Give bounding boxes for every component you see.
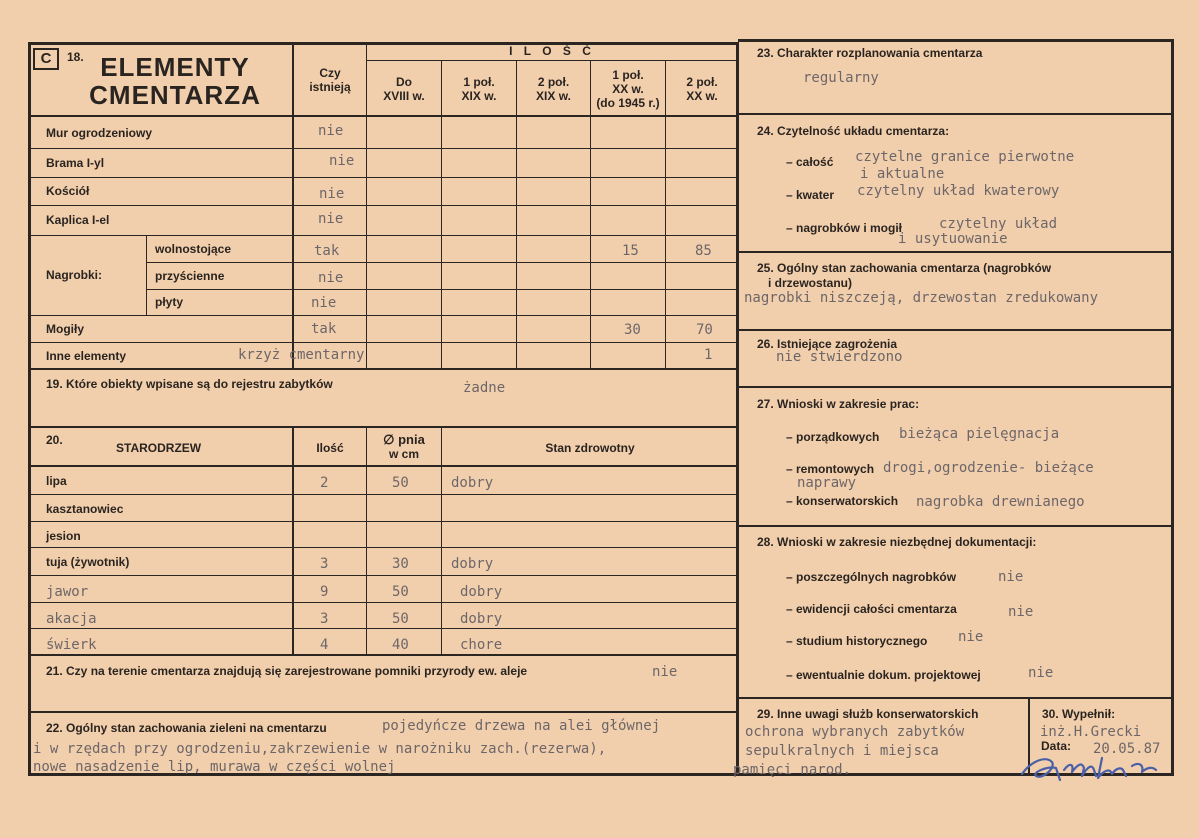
period-header-2: 1 poł. XIX w.	[461, 75, 497, 103]
s22-label: 22. Ogólny stan zachowania zieleni na cmentarzu	[46, 721, 327, 735]
period-header-5: 2 poł. XX w.	[686, 75, 718, 103]
s30-date-label: Data:	[1041, 739, 1072, 753]
s21-label: 21. Czy na terenie cmentarza znajdują się zarejestrowane pomniki przyrody ew. aleje	[46, 664, 528, 678]
signature-image	[1012, 740, 1162, 784]
s28-item-value-4[interactable]: nie	[1028, 665, 1054, 681]
s27-remont-label: – remontowych	[786, 462, 875, 476]
tree-health[interactable]: dobry	[451, 556, 494, 572]
s29-line1[interactable]: ochrona wybranych zabytków	[745, 724, 965, 740]
s24-calosc-value1[interactable]: czytelne granice pierwotne	[855, 149, 1075, 165]
tree-diam[interactable]: 40	[392, 637, 409, 653]
s23-value[interactable]: regularny	[803, 70, 879, 86]
row-label-mogily: Mogiły	[46, 322, 84, 336]
s25-value[interactable]: nagrobki niszczeją, drzewostan zredukowany	[744, 290, 1099, 306]
s28-item-label-4: – ewentualnie dokum. projektowej	[786, 668, 981, 682]
s18-number: 18.	[67, 50, 84, 64]
inne-p5-value[interactable]: 1	[704, 347, 713, 363]
s22-line1[interactable]: pojedyńcze drzewa na alei głównej	[382, 718, 661, 734]
tree-name[interactable]: jawor	[46, 584, 89, 600]
tree-name: kasztanowiec	[46, 502, 124, 516]
tree-diam[interactable]: 50	[392, 611, 409, 627]
row-label-przyscienne: przyścienne	[155, 269, 225, 283]
s27-porz-label: – porządkowych	[786, 430, 880, 444]
row-label-wolnostojace: wolnostojące	[155, 242, 232, 256]
tree-qty[interactable]: 4	[320, 637, 329, 653]
przyscienne-exists-value[interactable]: nie	[318, 270, 344, 286]
brama-exists-value[interactable]: nie	[329, 153, 355, 169]
tree-diam[interactable]: 50	[392, 584, 409, 600]
s24-calosc-label: – całość	[786, 155, 834, 169]
row-label-kosciol: Kościół	[46, 184, 90, 198]
plyty-exists-value[interactable]: nie	[311, 295, 337, 311]
s24-nagrobkow-value1[interactable]: czytelny układ	[939, 216, 1058, 232]
s20-col-health: Stan zdrowotny	[545, 441, 635, 455]
mogily-p5-value[interactable]: 70	[696, 322, 713, 338]
s19-value[interactable]: żadne	[463, 380, 506, 396]
mogily-exists-value[interactable]: tak	[311, 321, 337, 337]
tree-health[interactable]: dobry	[460, 611, 503, 627]
s29-line3[interactable]: pamięci narod.	[733, 762, 852, 778]
s28-label: 28. Wnioski w zakresie niezbędnej dokumentacji:	[757, 535, 1037, 549]
row-label-mur: Mur ogrodzeniowy	[46, 126, 152, 140]
s24-kwater-label: – kwater	[786, 188, 835, 202]
kosciol-exists-value[interactable]: nie	[319, 186, 345, 202]
s24-nagrobkow-label: – nagrobków i mogił	[786, 221, 903, 235]
s18-title-line1: ELEMENTY	[100, 52, 250, 82]
tree-health[interactable]: dobry	[451, 475, 494, 491]
row-label-inne: Inne elementy	[46, 349, 127, 363]
s22-line2[interactable]: i w rzędach przy ogrodzeniu,zakrzewienie w narożniku zach.(rezerwa),	[33, 741, 607, 757]
s28-item-label-3: – studium historycznego	[786, 634, 928, 648]
tree-name: tuja (żywotnik)	[46, 555, 130, 569]
s20-number: 20.	[46, 433, 63, 447]
s29-line2[interactable]: sepulkralnych i miejsca	[745, 743, 939, 759]
s30-label: 30. Wypełnił:	[1042, 707, 1116, 721]
s21-value[interactable]: nie	[652, 664, 678, 680]
s18-title-line2: CMENTARZA	[89, 80, 261, 110]
tree-health[interactable]: chore	[460, 637, 503, 653]
tree-qty[interactable]: 9	[320, 584, 329, 600]
s22-line3[interactable]: nowe nasadzenie lip, murawa w części wolnej	[33, 759, 396, 775]
s25-label-line2: i drzewostanu)	[768, 276, 853, 290]
s23-label: 23. Charakter rozplanowania cmentarza	[757, 46, 983, 60]
s20-col-diam: ∅ pnia w cm	[383, 432, 425, 461]
tree-name[interactable]: świerk	[46, 637, 97, 653]
s24-kwater-value[interactable]: czytelny układ kwaterowy	[857, 183, 1060, 199]
period-header-3: 2 poł. XIX w.	[536, 75, 571, 103]
inne-note-value[interactable]: krzyż cmentarny	[238, 347, 365, 363]
s25-label-line1: 25. Ogólny stan zachowania cmentarza (nagrobków	[757, 261, 1052, 275]
s28-item-value-1[interactable]: nie	[998, 569, 1024, 585]
mogily-p4-value[interactable]: 30	[624, 322, 641, 338]
tree-qty[interactable]: 2	[320, 475, 329, 491]
s27-konserw-label: – konserwatorskich	[786, 494, 899, 508]
row-label-brama: Brama I-yl	[46, 156, 105, 170]
tree-health[interactable]: dobry	[460, 584, 503, 600]
s24-label: 24. Czytelność układu cmentarza:	[757, 124, 950, 138]
s20-title: STARODRZEW	[116, 441, 202, 455]
section-letter: C	[40, 50, 52, 67]
s27-konserw-value[interactable]: nagrobka drewnianego	[916, 494, 1085, 510]
s28-item-label-2: – ewidencji całości cmentarza	[786, 602, 957, 616]
period-header-1: Do XVIII w.	[383, 75, 425, 103]
tree-diam[interactable]: 30	[392, 556, 409, 572]
kaplica-exists-value[interactable]: nie	[318, 211, 344, 227]
s27-label: 27. Wnioski w zakresie prac:	[757, 397, 920, 411]
s27-remont-value1[interactable]: drogi,ogrodzenie- bieżące	[883, 460, 1094, 476]
tree-name: lipa	[46, 474, 67, 488]
s30-name[interactable]: inż.H.Grecki	[1040, 724, 1142, 740]
s28-item-value-2[interactable]: nie	[1008, 604, 1034, 620]
tree-name[interactable]: akacja	[46, 611, 97, 627]
s24-calosc-value2[interactable]: i aktualne	[860, 166, 945, 182]
period-header-4: 1 poł. XX w. (do 1945 r.)	[596, 68, 660, 110]
row-label-plyty: płyty	[155, 295, 184, 309]
s30-date[interactable]: 20.05.87	[1093, 741, 1161, 757]
tree-name: jesion	[46, 529, 81, 543]
s19-label: 19. Które obiekty wpisane są do rejestru zabytków	[46, 377, 333, 391]
tree-qty[interactable]: 3	[320, 611, 329, 627]
col-exists-header: Czy istnieją	[309, 66, 351, 94]
wolnostojace-p4-value[interactable]: 15	[622, 243, 639, 259]
s28-item-label-1: – poszczególnych nagrobków	[786, 570, 957, 584]
s27-porz-value[interactable]: bieżąca pielęgnacja	[899, 426, 1060, 442]
s29-label: 29. Inne uwagi służb konserwatorskich	[757, 707, 979, 721]
s26-label: 26. Istniejące zagrożenia	[757, 337, 898, 351]
mur-exists-value[interactable]: nie	[318, 123, 344, 139]
s26-value[interactable]: nie stwierdzono	[776, 349, 903, 365]
wolnostojace-exists-value[interactable]: tak	[314, 243, 340, 259]
row-label-kaplica: Kaplica I-el	[46, 213, 110, 227]
row-label-nagrobki: Nagrobki:	[46, 268, 103, 282]
s27-remont-value2[interactable]: naprawy	[797, 475, 857, 491]
wolnostojace-p5-value[interactable]: 85	[695, 243, 712, 259]
ilosc-header: I L O Ś Ć	[509, 44, 595, 58]
tree-diam[interactable]: 50	[392, 475, 409, 491]
s24-nagrobkow-value2[interactable]: i usytuowanie	[898, 231, 1008, 247]
tree-qty[interactable]: 3	[320, 556, 329, 572]
s20-col-qty: Ilość	[316, 441, 344, 455]
s28-item-value-3[interactable]: nie	[958, 629, 984, 645]
